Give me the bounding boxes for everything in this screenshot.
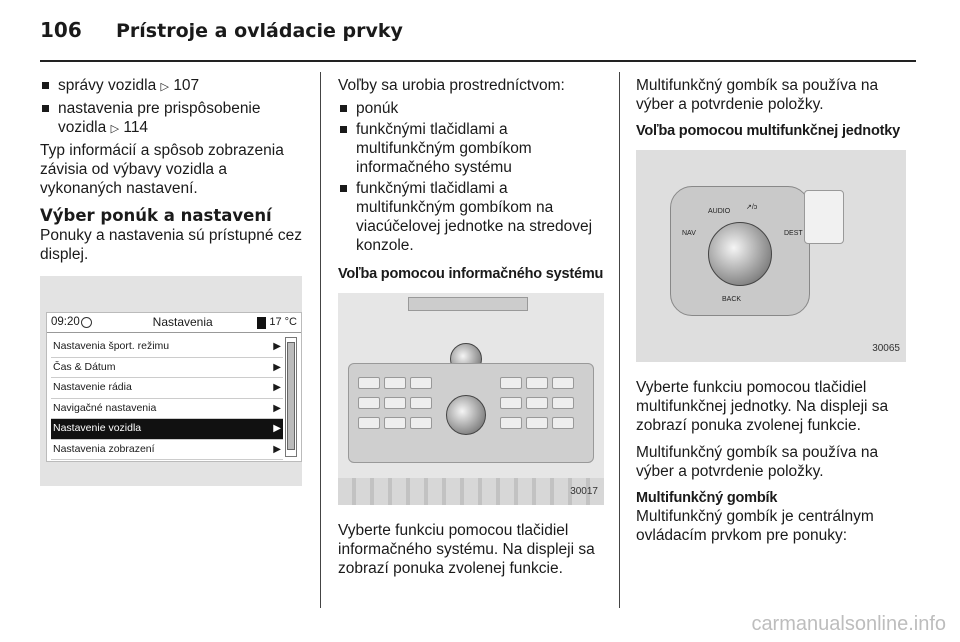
chevron-right-icon: ▶ — [273, 423, 281, 435]
console-button — [526, 377, 548, 389]
menu-scrollbar[interactable] — [285, 337, 297, 457]
thermometer-icon — [257, 317, 266, 329]
chevron-right-icon: ▶ — [273, 443, 281, 455]
chevron-right-icon: ▶ — [273, 361, 281, 373]
scroll-thumb[interactable] — [287, 342, 295, 450]
controller-label-nav: NAV — [682, 230, 696, 237]
console-button — [384, 377, 406, 389]
console-figure — [338, 293, 604, 505]
console-button — [552, 377, 574, 389]
controller-figure — [636, 150, 906, 362]
console-button — [384, 417, 406, 429]
bullet-item: funkčnými tlačidlami a multifunkčným gombíkom na viacúčelovej jednotke na stredovej konzole. — [338, 179, 604, 255]
bullet-item: nastavenia pre prispôsobenie vozidla ▷ 114 — [40, 99, 302, 139]
column-divider — [320, 72, 321, 608]
menu-item[interactable]: Navigačné nastavenia ▶ — [51, 399, 283, 420]
page-ref[interactable]: 107 — [173, 77, 200, 94]
console-button — [500, 377, 522, 389]
console-button — [410, 417, 432, 429]
controller-label-phone: ↗/ↄ — [746, 204, 758, 211]
subheading: Multifunkčný gombík — [636, 490, 778, 506]
figure-number: 30017 — [570, 486, 598, 497]
console-button — [358, 377, 380, 389]
subheading: Voľba pomocou informačného systému — [338, 266, 604, 282]
column-3 — [636, 76, 906, 553]
paragraph: Vyberte funkciu pomocou tlačidiel multifunkčnej jednotky. Na displeji sa zobrazí ponuka zvolenej funkcie. — [636, 379, 889, 434]
console-button — [500, 397, 522, 409]
screen-time: 09:20 — [51, 316, 80, 328]
paragraph: Voľby sa urobia prostredníctvom: — [338, 77, 565, 94]
console-button — [552, 417, 574, 429]
bullet-item: ponúk — [338, 99, 604, 118]
screen-title: Nastavenia — [152, 315, 213, 329]
header-rule — [40, 60, 916, 62]
controller-side-button — [804, 190, 844, 244]
page-ref[interactable]: 114 — [123, 119, 149, 136]
screen-status-bar — [47, 313, 301, 333]
bullet-item: správy vozidla ▷ 107 — [40, 76, 302, 97]
column-divider — [619, 72, 620, 608]
air-vent — [338, 478, 604, 505]
console-button — [358, 417, 380, 429]
paragraph: Typ informácií a spôsob zobrazenia závisia od výbavy vozidla a vykonaných nastavení. — [40, 142, 284, 197]
paragraph: Vyberte funkciu pomocou tlačidiel informačného systému. Na displeji sa zobrazí ponuka zvolenej funkcie. — [338, 522, 595, 577]
section-heading: Výber ponúk a nastavení — [40, 206, 272, 225]
menu-item[interactable]: Nastavenie rádia ▶ — [51, 378, 283, 399]
settings-screen — [46, 312, 302, 462]
display-figure — [40, 276, 302, 486]
paragraph: Multifunkčný gombík sa používa na výber a potvrdenie položky. — [636, 444, 879, 480]
controller-label-audio: AUDIO — [708, 208, 731, 215]
bullet-item: funkčnými tlačidlami a multifunkčným gombíkom informačného systému — [338, 120, 604, 177]
console-button — [384, 397, 406, 409]
chevron-right-icon: ▶ — [273, 382, 281, 394]
screen-temperature: 17 °C — [257, 313, 297, 332]
page-title: Prístroje a ovládacie prvky — [116, 20, 403, 42]
console-button — [410, 377, 432, 389]
controller-label-dest: DEST — [784, 230, 803, 237]
column-1 — [40, 76, 302, 486]
menu-item-selected[interactable]: Nastavenie vozidla ▶ — [51, 419, 283, 440]
console-button — [526, 417, 548, 429]
paragraph: Multifunkčný gombík sa používa na výber a potvrdenie položky. — [636, 77, 879, 113]
menu-item[interactable]: Nastavenia šport. režimu ▶ — [51, 337, 283, 358]
figure-number: 30065 — [872, 343, 900, 354]
page-ref-icon: ▷ — [160, 81, 169, 93]
multifunction-knob-icon — [708, 222, 772, 286]
console-button — [410, 397, 432, 409]
clock-icon — [81, 317, 92, 328]
settings-menu — [51, 337, 283, 460]
console-button — [358, 397, 380, 409]
console-button — [526, 397, 548, 409]
menu-item[interactable]: Čas & Dátum ▶ — [51, 358, 283, 379]
page-header — [40, 18, 403, 48]
page-ref-icon: ▷ — [110, 123, 120, 135]
multifunction-knob-icon — [446, 395, 486, 435]
console-top-strip — [408, 297, 528, 311]
chevron-right-icon: ▶ — [273, 341, 281, 353]
paragraph: Multifunkčný gombík je centrálnym ovládacím prvkom pre ponuky: — [636, 508, 874, 544]
watermark: carmanualsonline.info — [751, 613, 946, 635]
controller-label-back: BACK — [722, 296, 742, 303]
console-button — [552, 397, 574, 409]
page-number: 106 — [40, 18, 82, 42]
chevron-right-icon: ▶ — [273, 402, 281, 414]
subheading: Voľba pomocou multifunkčnej jednotky — [636, 123, 900, 139]
menu-item[interactable]: Nastavenia zobrazení ▶ — [51, 440, 283, 461]
console-button — [500, 417, 522, 429]
paragraph: Ponuky a nastavenia sú prístupné cez displej. — [40, 227, 302, 263]
column-2 — [338, 76, 604, 586]
